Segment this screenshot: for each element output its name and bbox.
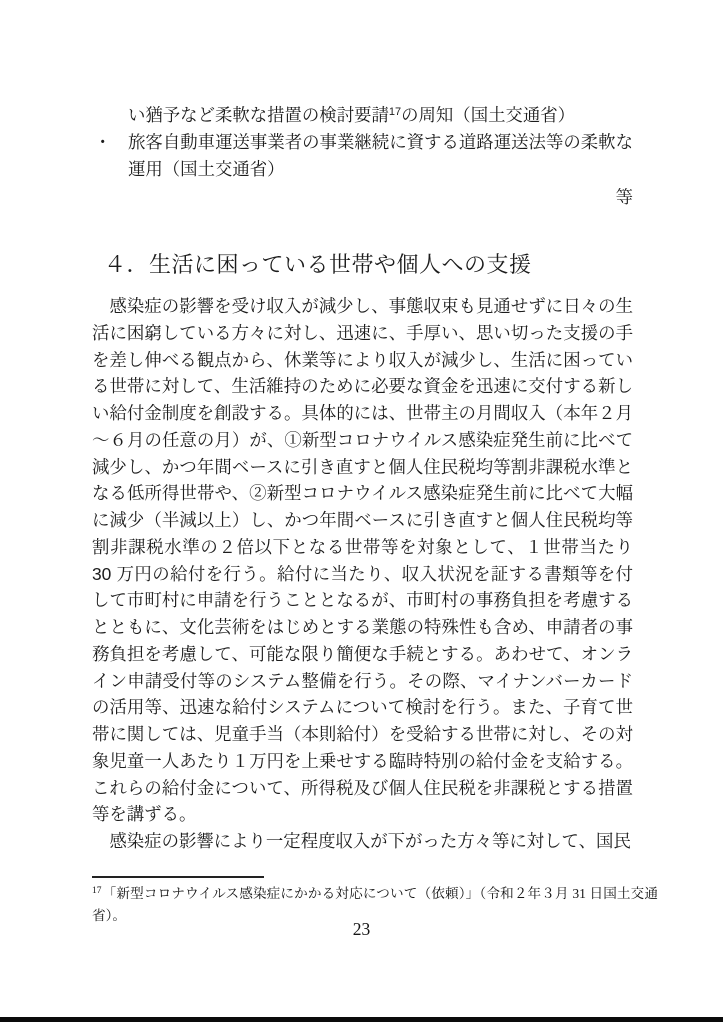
- paragraph: 感染症の影響を受け収入が減少し、事態収束も見通せずに日々の生活に困窮している方々に対し、迅速に、手厚い、思い切った支援の手を差し伸べる観点から、休業等により収入が減少し、生活に困っている世帯に対して、生活維持のために必要な資金を迅速に交付する新しい給付金制度を創設する。具体的には、世帯主の月間収入（本年２月～６月の任意の月）が、①新型コロナウイルス感染症発生前に比べて減少し、かつ年間ベースに引き直すと個人住民税均等割非課税水準となる低所得世帯や、②新型コロナウイルス感染症発生前に比べて大幅に減少（半減以上）し、かつ年間ベースに引き直すと個人住民税均等割非課税水準の２倍以下となる世帯等を対象として、１世帯当たり 30 万円の給付を行う。給付に当たり、収入状況を証する書類等を付して市町村に申請を行うこととなるが、市町村の事務負担を考慮するとともに、文化芸術をはじめとする業態の特殊性も含め、申請者の事務負担を考慮して、可能な限り簡便な手続とする。あわせて、オンライン申請受付等のシステム整備を行う。その際、マイナンバーカードの活用等、迅速な給付システムについて検討を行う。また、子育て世帯に関しては、児童手当（本則給付）を受給する世帯に対し、その対象児童一人あたり１万円を上乗せする臨時特別の給付金を支給する。これらの給付金について、所得税及び個人住民税を非課税とする措置等を講ずる。: [92, 296, 633, 825]
- etc-label: 等: [615, 187, 633, 207]
- section-heading: ４．生活に困っている世帯や個人への支援: [104, 252, 532, 278]
- page-number: 23: [352, 919, 371, 939]
- paragraph: 感染症の影響により一定程度収入が下がった方々等に対して、国民: [109, 831, 631, 851]
- body-text: [92, 293, 633, 855]
- footnote-reference-17: 17: [388, 106, 402, 118]
- scan-edge-bar: [0, 1017, 723, 1022]
- footnote-divider: [92, 876, 264, 878]
- list-item-text: の周知（国土交通省）: [401, 105, 576, 125]
- footnote-text: 「新型コロナウイルス感染症にかかる対応について（依頼）」（令和２年３月 31 日国土交通省）。: [92, 886, 658, 923]
- footnote-number: 17: [92, 886, 102, 896]
- list-item-text: 旅客自動車運送事業者の事業継続に資する道路運送法等の柔軟な運用（国土交通省）: [128, 131, 633, 179]
- measure-list: [92, 102, 633, 182]
- list-item: [92, 129, 633, 183]
- list-item-continuation: [92, 102, 633, 129]
- bullet-icon: ・: [94, 131, 112, 152]
- list-item-text: い猶予など柔軟な措置の検討要請: [128, 105, 389, 125]
